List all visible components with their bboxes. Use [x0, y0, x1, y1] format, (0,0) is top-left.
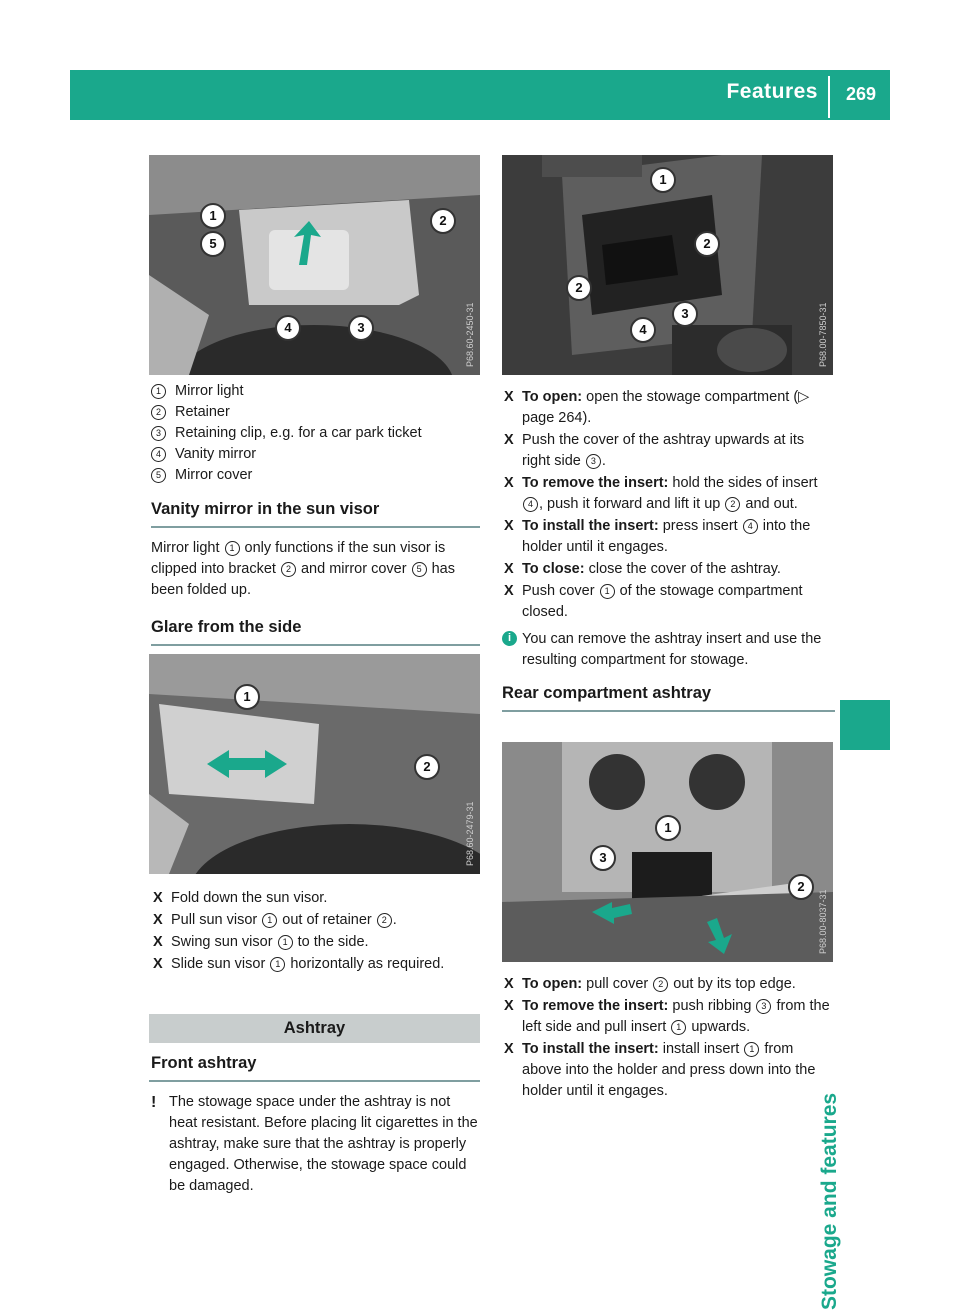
- section-heading: Vanity mirror in the sun visor: [151, 500, 380, 518]
- text: pull cover: [582, 976, 653, 992]
- rear-ashtray-steps: [502, 974, 835, 1103]
- text: close the cover of the ashtray.: [584, 561, 781, 577]
- left-column: [151, 381, 480, 646]
- instruction-step: [502, 516, 835, 558]
- instruction-step: [502, 387, 835, 429]
- text: Swing sun visor: [171, 934, 277, 950]
- number-symbol: 2: [653, 977, 668, 992]
- info-text: You can remove the ashtray insert and use the resulting compartment for stowage.: [522, 631, 822, 668]
- glare-steps: [151, 888, 480, 976]
- step-label: To open:: [522, 389, 583, 405]
- callout-1: 1: [650, 167, 676, 193]
- text: out by its top edge.: [669, 976, 796, 992]
- number-symbol: 3: [586, 454, 601, 469]
- number-symbol: 1: [225, 541, 240, 556]
- front-ashtray-steps: [502, 387, 835, 712]
- instruction-step: [502, 1039, 835, 1102]
- callout-4: 4: [630, 317, 656, 343]
- number-symbol: 1: [151, 384, 166, 399]
- legend-item: [151, 381, 480, 402]
- callout-1: 1: [655, 815, 681, 841]
- step-marker: X: [504, 998, 514, 1014]
- step-label: To install the insert:: [522, 518, 659, 534]
- callout-3: 3: [672, 301, 698, 327]
- instruction-step: [502, 581, 835, 623]
- ashtray-section: [149, 1014, 480, 1198]
- text: Push the cover of the ashtray upwards at its right side: [522, 432, 805, 469]
- step-marker: X: [153, 956, 163, 972]
- callout-4: 4: [275, 315, 301, 341]
- warning-text: The stowage space under the ashtray is not heat resistant. Before placing lit cigarettes in the ashtray, make sure that the ashtray is properly engaged. Otherwise, the stowage space could be damaged.: [169, 1094, 478, 1194]
- rear-ashtray-illustration: [502, 742, 833, 962]
- number-symbol: 1: [270, 957, 285, 972]
- callout-2: 2: [414, 754, 440, 780]
- step-marker: X: [504, 389, 514, 405]
- heading-rule: [149, 1080, 480, 1082]
- legend-item: [151, 444, 480, 465]
- text: only functions if the sun visor is clipped into bracket: [151, 540, 446, 577]
- step-label: To remove the insert:: [522, 475, 669, 491]
- instruction-step: [502, 996, 835, 1038]
- text: , push it forward and lift it up: [539, 496, 725, 512]
- rear-ashtray-drawing: [502, 742, 833, 962]
- legend-item: [151, 402, 480, 423]
- step-marker: X: [504, 432, 514, 448]
- number-symbol: 2: [151, 405, 166, 420]
- legend-text: Retaining clip, e.g. for a car park ticket: [175, 425, 422, 441]
- text: into the holder until it engages.: [522, 518, 811, 555]
- sun-visor-drawing: [149, 155, 480, 375]
- instruction-step: [502, 974, 835, 995]
- figure-code: P68.60-2479-31: [465, 801, 475, 866]
- text: and mirror cover: [296, 561, 411, 577]
- legend-text: Mirror light: [175, 383, 244, 399]
- step-marker: X: [504, 1041, 514, 1057]
- number-symbol: 3: [756, 999, 771, 1014]
- callout-5: 5: [200, 231, 226, 257]
- figure-code: P68.00-7850-31: [818, 302, 828, 367]
- text: .: [392, 912, 397, 928]
- callout-2: 2: [566, 275, 592, 301]
- info-icon: i: [502, 631, 517, 646]
- instruction-step: [151, 910, 480, 931]
- legend-text: Mirror cover: [175, 467, 253, 483]
- figure-code: P68.60-2450-31: [465, 302, 475, 367]
- instruction-step: [151, 954, 480, 975]
- text: from above into the holder and press down into the holder until it engages.: [522, 1041, 816, 1099]
- page-ref-icon: ▷: [798, 389, 810, 405]
- number-symbol: 2: [725, 497, 740, 512]
- text: and out.: [741, 496, 798, 512]
- text: Fold down the sun visor.: [171, 890, 328, 906]
- text: upwards.: [687, 1019, 751, 1035]
- callout-1: 1: [200, 203, 226, 229]
- glare-illustration: [149, 654, 480, 874]
- text: Pull sun visor: [171, 912, 262, 928]
- number-symbol: 4: [151, 447, 166, 462]
- step-label: To close:: [522, 561, 585, 577]
- warning-note: [149, 1092, 480, 1197]
- heading-rule: [151, 526, 480, 528]
- front-ashtray-illustration: [502, 155, 833, 375]
- text: hold the sides of insert: [668, 475, 818, 491]
- text: out of retainer: [278, 912, 376, 928]
- text: push ribbing: [668, 998, 756, 1014]
- number-symbol: 4: [523, 497, 538, 512]
- section-heading: Rear compartment ashtray: [502, 684, 712, 702]
- page-header: [70, 70, 890, 120]
- number-symbol: 1: [744, 1042, 759, 1057]
- step-label: To install the insert:: [522, 1041, 659, 1057]
- callout-2: 2: [430, 208, 456, 234]
- text: page 264).: [522, 410, 592, 426]
- step-label: To remove the insert:: [522, 998, 669, 1014]
- number-symbol: 4: [743, 519, 758, 534]
- instruction-step: [502, 473, 835, 515]
- legend-text: Vanity mirror: [175, 446, 257, 462]
- header-title: Features: [726, 80, 818, 103]
- number-symbol: 5: [151, 468, 166, 483]
- side-tab-marker: [840, 700, 890, 750]
- number-symbol: 3: [151, 426, 166, 441]
- instruction-step: [502, 430, 835, 472]
- instruction-step: [151, 888, 480, 909]
- number-symbol: 2: [281, 562, 296, 577]
- callout-3: 3: [348, 315, 374, 341]
- legend-text: Retainer: [175, 404, 230, 420]
- text: open the stowage compartment (: [582, 389, 799, 405]
- text: from the left side and pull insert: [522, 998, 830, 1035]
- info-note: [502, 629, 835, 671]
- text: Mirror light: [151, 540, 224, 556]
- step-marker: X: [504, 475, 514, 491]
- legend-item: [151, 465, 480, 486]
- text: Slide sun visor: [171, 956, 270, 972]
- section-band: Ashtray: [149, 1014, 480, 1043]
- text: press insert: [658, 518, 742, 534]
- text: install insert: [658, 1041, 744, 1057]
- step-label: To open:: [522, 976, 583, 992]
- callout-3: 3: [590, 845, 616, 871]
- step-marker: X: [153, 890, 163, 906]
- step-marker: X: [504, 518, 514, 534]
- text: of the stowage compartment closed.: [522, 583, 803, 620]
- callout-2: 2: [788, 874, 814, 900]
- callout-1: 1: [234, 684, 260, 710]
- text: horizontally as required.: [286, 956, 445, 972]
- step-marker: X: [504, 561, 514, 577]
- number-symbol: 2: [377, 913, 392, 928]
- number-symbol: 1: [600, 584, 615, 599]
- number-symbol: 5: [412, 562, 427, 577]
- step-marker: X: [153, 934, 163, 950]
- warning-icon: !: [151, 1094, 157, 1111]
- vanity-paragraph: [151, 538, 480, 601]
- section-heading: Front ashtray: [151, 1054, 257, 1072]
- step-marker: X: [504, 583, 514, 599]
- side-tab-label: Stowage and features: [818, 1092, 841, 1310]
- header-divider: [828, 76, 830, 118]
- page-number: 269: [845, 84, 877, 104]
- figure-code: P68.00-8037-31: [818, 889, 828, 954]
- text: has been folded up.: [151, 561, 456, 598]
- instruction-step: [502, 559, 835, 580]
- step-marker: X: [504, 976, 514, 992]
- text: to the side.: [293, 934, 369, 950]
- heading-rule: [151, 644, 480, 646]
- legend-item: [151, 423, 480, 444]
- text: .: [601, 453, 606, 469]
- number-symbol: 1: [278, 935, 293, 950]
- number-symbol: 1: [671, 1020, 686, 1035]
- sun-visor-illustration: [149, 155, 480, 375]
- text: Push cover: [522, 583, 599, 599]
- heading-rule: [502, 710, 835, 712]
- step-marker: X: [153, 912, 163, 928]
- instruction-step: [151, 932, 480, 953]
- callout-2: 2: [694, 231, 720, 257]
- number-symbol: 1: [262, 913, 277, 928]
- section-heading: Glare from the side: [151, 618, 302, 636]
